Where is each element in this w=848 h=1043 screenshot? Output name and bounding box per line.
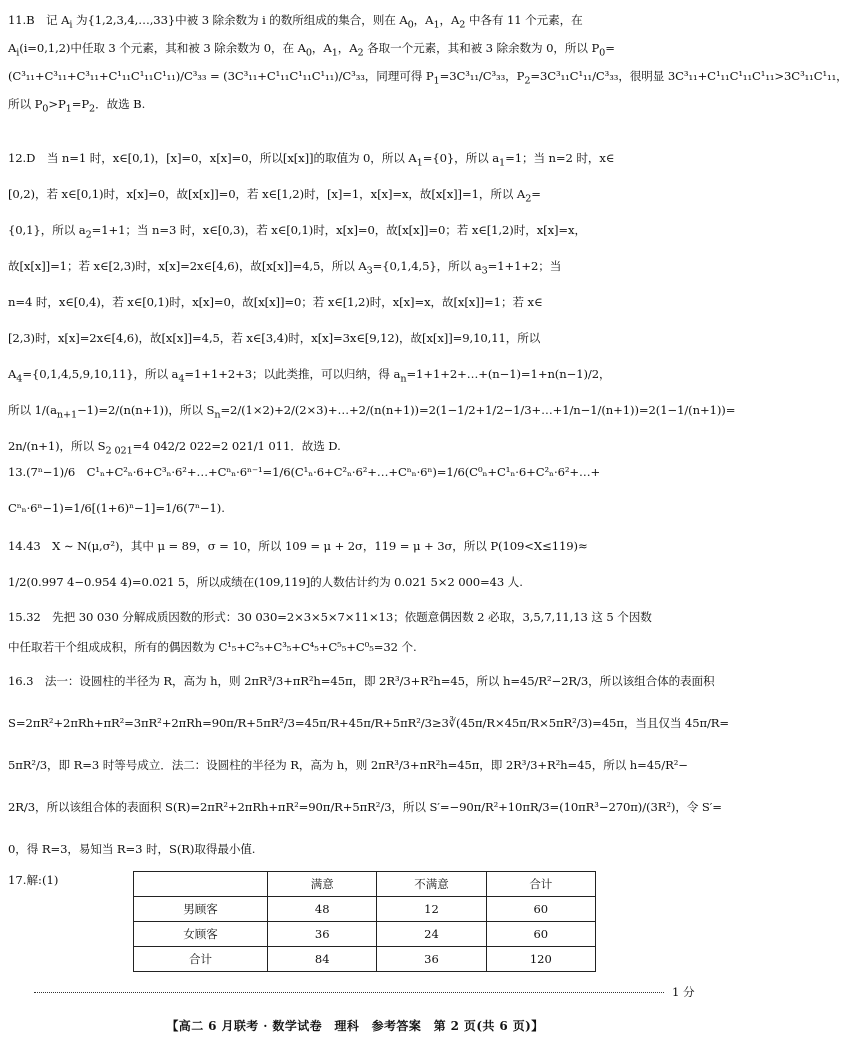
table-cell: 满意 <box>268 872 377 897</box>
table-header-row <box>134 872 596 897</box>
q11-line: (C³₁₁+C³₁₁+C³₁₁+C¹₁₁C¹₁₁C¹₁₁)/C³₃₃ = (3C³₁₁+C¹₁₁C¹₁₁C¹₁₁)/C³₃₃，同理可得 $P_1=3C^3_{11}$/C³₃₃，$P_2=3C^3_{11}C^1_{11}$/C³₃₃，很明显 3C³₁₁+C¹₁₁C¹₁₁C¹₁₁>3C³₁₁C¹₁₁， <box>8 69 848 87</box>
q14-line: 14.43 X ∼ N(μ,σ²)，其中 μ = 89，σ = 10，所以 109 = μ + 2σ，119 = μ + 3σ，所以 P(109<X≤119)≈ <box>8 539 588 553</box>
q15-line: 15.32 先把 30 030 分解成质因数的形式：30 030=2×3×5×7×11×13；依题意偶因数 2 必取，3,5,7,11,13 这 5 个因数 <box>8 610 652 624</box>
table-cell: 36 <box>268 922 377 947</box>
answer-q16 <box>8 660 730 870</box>
table-row <box>134 922 596 947</box>
q12-line: 所以 $1/(a_{n+1}-1)=2/(n(n+1))$，所以 $S_n=2/(1\times 2)+2/(2\times 3)+\dots+2/(n(n+1))=2(1-1/2+1/2-1/3+\dots+1/n-1/(n+1))=2(1-1/(n+1))=$ <box>8 403 736 421</box>
q13-line: 13.(7ⁿ−1)/6 C¹ₙ+C²ₙ·6+C³ₙ·6²+…+Cⁿₙ·6ⁿ⁻¹=1/6(C¹ₙ·6+C²ₙ·6²+…+Cⁿₙ·6ⁿ)=1/6(C⁰ₙ+C¹ₙ·6+C²ₙ·6²+…+ <box>8 465 601 479</box>
table-cell: 60 <box>486 897 595 922</box>
answer-q11 <box>8 6 848 118</box>
table-cell: 36 <box>377 947 486 972</box>
q12-line: 12.D 当 n=1 时，x∈[0,1)，[x]=0，x[x]=0，所以[x[x]]的取值为 0，所以 $A_1=\{0\}$，所以 $a_1=1$；当 n=2 时，x∈ <box>8 151 615 169</box>
q11-line: 11.B 记 $A_i$ 为{1,2,3,4,…,33}中被 3 除余数为 i 的数所组成的集合，则在 $A_0$，$A_1$，$A_2$ 中各有 11 个元素，在 <box>8 13 583 31</box>
table-cell: 合计 <box>134 947 268 972</box>
table-cell: 48 <box>268 897 377 922</box>
q12-line: $A_4=\{0,1,4,5,9,10,11\}$，所以 $a_4=1+1+2+3$；以此类推，可以归纳，得 $a_n=1+1+2+\dots+(n-1)=1+n(n-1)/2$， <box>8 367 611 385</box>
answer-q13 <box>8 454 702 526</box>
table-cell: 84 <box>268 947 377 972</box>
table-cell: 120 <box>486 947 595 972</box>
answer-q12 <box>8 140 736 464</box>
q12-line: {0,1}，所以 $a_2=1+1$；当 n=3 时，x∈[0,3)，若 x∈[0,1)时，x[x]=0，故[x[x]]=0；若 x∈[1,2)时，x[x]=x， <box>8 223 586 241</box>
q12-line: n=4 时，x∈[0,4)，若 x∈[0,1)时，x[x]=0，故[x[x]]=0；若 x∈[1,2)时，x[x]=x，故[x[x]]=1；若 x∈ <box>8 295 543 309</box>
table-cell <box>134 872 268 897</box>
q13-line: Cⁿₙ·6ⁿ−1)=1/6[(1+6)ⁿ−1]=1/6(7ⁿ−1). <box>8 501 225 515</box>
answer-q15 <box>8 602 702 662</box>
q12-line: [2,3)时，x[x]=2x∈[4,6)，故[x[x]]=4,5，若 x∈[3,4)时，x[x]=3x∈[9,12)，故[x[x]]=9,10,11，所以 <box>8 331 541 345</box>
table-cell: 不满意 <box>377 872 486 897</box>
table-row <box>134 947 596 972</box>
score-mark: 1 分 <box>672 985 695 999</box>
q12-line: [0,2)，若 x∈[0,1)时，x[x]=0，故[x[x]]=0，若 x∈[1,2)时，[x]=1，x[x]=x，故[x[x]]=1，所以 $A_2=$ <box>8 187 541 205</box>
page-footer: 【高二 6 月联考 · 数学试卷 理科 参考答案 第 2 页(共 6 页)】 <box>166 1019 544 1033</box>
q12-line: 故[x[x]]=1；若 x∈[2,3)时，x[x]=2x∈[4,6)，故[x[x]]=4,5，所以 $A_3=\{0,1,4,5\}$，所以 $a_3=1+1+2$；当 <box>8 259 562 277</box>
table-cell: 男顾客 <box>134 897 268 922</box>
q11-line: 所以 $P_0>P_1=P_2$．故选 B. <box>8 97 146 115</box>
q16-line: 16.3 法一：设圆柱的半径为 R，高为 h，则 2πR³/3+πR²h=45π，即 2R³/3+R²h=45，所以 h=45/R²−2R/3，所以该组合体的表面积 <box>8 674 715 688</box>
q16-line: 5πR²/3，即 R=3 时等号成立．法二：设圆柱的半径为 R，高为 h，则 2πR³/3+πR²h=45π，即 2R³/3+R²h=45，所以 h=45/R²− <box>8 758 688 772</box>
table-cell: 合计 <box>486 872 595 897</box>
q16-line: 0，得 R=3，易知当 R=3 时，S(R)取得最小值. <box>8 842 256 856</box>
q11-line: $A_i(i=0,1,2)$中任取 3 个元素，其和被 3 除余数为 0，在 $A_0$，$A_1$，$A_2$ 各取一个元素，其和被 3 除余数为 0，所以 $P_0=$ <box>8 41 615 59</box>
table-row <box>134 897 596 922</box>
answer-q14 <box>8 528 702 600</box>
q17-label: 17.解:(1) <box>8 873 59 887</box>
contingency-table <box>133 871 596 972</box>
dotted-leader <box>34 992 664 993</box>
table-cell: 12 <box>377 897 486 922</box>
q16-line: S=2πR²+2πRh+πR²=3πR²+2πRh=90π/R+5πR²/3=45π/R+45π/R+5πR²/3≥3∛(45π/R×45π/R×5πR²/3)=45π，当且仅当 45π/R= <box>8 716 730 730</box>
table-cell: 60 <box>486 922 595 947</box>
q12-line: 2n/(n+1)，所以 $S_{2 021}=4$ 042/2 022=2 021/1 011．故选 D. <box>8 439 341 457</box>
q16-line: 2R/3，所以该组合体的表面积 S(R)=2πR²+2πRh+πR²=90π/R+5πR²/3，所以 S′=−90π/R²+10πR/3=(10πR³−270π)/(3R²)，令 S′= <box>8 800 722 814</box>
q14-line: 1/2(0.997 4−0.954 4)=0.021 5，所以成绩在(109,119]的人数估计约为 0.021 5×2 000=43 人. <box>8 575 523 589</box>
q15-line: 中任取若干个组成成积，所有的偶因数为 C¹₅+C²₅+C³₅+C⁴₅+C⁵₅+C⁰₅=32 个. <box>8 640 417 654</box>
table-cell: 女顾客 <box>134 922 268 947</box>
table-cell: 24 <box>377 922 486 947</box>
